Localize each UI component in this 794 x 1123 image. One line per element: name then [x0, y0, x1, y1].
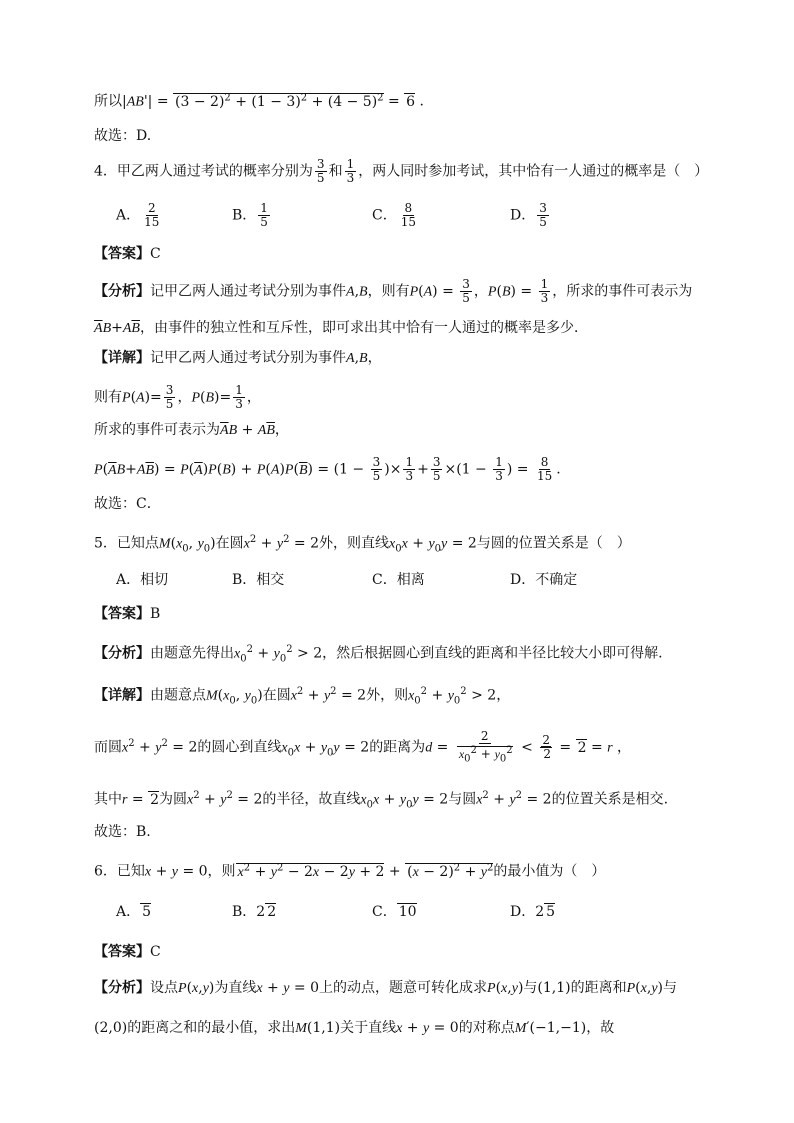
- q4-answer: 【答案】C: [94, 246, 161, 262]
- q4-option-d: D． $\frac{3}{5}$: [510, 201, 547, 229]
- q6-stem: 6．已知x + y = 0，则 $x^2 + y^2 - 2x - 2y + 2 + (x - 2)^2 + y^2$的最小值为（ ）: [94, 862, 606, 880]
- q4-conclusion: 故选：C．: [94, 496, 161, 512]
- q4-stem: 4．甲乙两人通过考试的概率分别为 $\frac{3}{5}$ 和 $\frac{1}{3}$ ，两人同时参加考试，其中恰有一人通过的概率是（ ）: [94, 157, 709, 185]
- q6-option-c: C． 10: [372, 904, 417, 920]
- q4-option-c: C． $\frac{8}{15}$: [372, 201, 416, 229]
- q4-analysis-line1: 【分析】记甲乙两人通过考试分别为事件A,B，则有P(A) = $\frac{3}{5}$ ，P(B) = $\frac{1}{3}$ ，所求的事件可表示为: [94, 277, 693, 305]
- q5-option-d: D．不确定: [510, 572, 578, 588]
- q6-analysis-line1: 【分析】设点P(x,y)为直线x + y = 0上的动点，题意可转化成求P(x,y)与(1,1)的距离和P(x,y)与: [94, 980, 677, 996]
- q4-option-b: B． $\frac{1}{5}$: [232, 201, 268, 229]
- q6-answer: 【答案】C: [94, 944, 161, 960]
- q4-analysis-line2: $\overline{A}B+A\overline{B}$，由事件的独立性和互斥性，即可求出其中恰有一人通过的概率是多少．: [94, 320, 588, 336]
- q4-detail-line2: 则有P(A)= $\frac{3}{5}$ ，P(B)= $\frac{1}{3}$ ，: [94, 383, 261, 411]
- prev-answer: 故选：D.: [94, 128, 152, 144]
- q5-conclusion: 故选：B.: [94, 824, 151, 840]
- q6-option-d: D．2 5: [510, 904, 556, 920]
- q5-detail-line2: 而圆$x^2 + y^2 = 2$的圆心到直线$x_0x + y_0y = 2$的距离为d = $\frac{2}{x_0^2 + y_0^2}$ < $\frac{2}{2}$ = 2 = r ，: [94, 729, 632, 765]
- q4-detail-line3: 所求的事件可表示为$\overline{A}B + A\overline{B}$，: [94, 422, 289, 438]
- q4-detail-line1: 【详解】记甲乙两人通过考试分别为事件A,B，: [94, 350, 382, 366]
- q5-analysis: 【分析】由题意先得出$x_0^2 + y_0^2 > 2$，然后根据圆心到直线的距离和半径比较大小即可得解.: [94, 644, 663, 665]
- q6-option-b: B．2 2: [232, 904, 277, 920]
- q5-option-b: B．相交: [232, 572, 285, 588]
- q6-option-a: A． 5: [116, 904, 152, 920]
- prev-solution-line: 所以$|AB'| = (3 - 2)^2 + (1 - 3)^2 + (4 - 5)^2 = 6$ .: [94, 92, 424, 110]
- q6-analysis-line2: (2,0)的距离之和的最小值，求出M(1,1)关于直线x + y = 0的对称点M′(−1,−1)，故: [94, 1020, 615, 1036]
- q5-detail-line3: 其中r = 2为圆$x^2 + y^2 = 2$的半径，故直线$x_0x + y_0y = 2$与圆$x^2 + y^2 = 2$的位置关系是相交.: [94, 790, 669, 811]
- q5-answer: 【答案】B: [94, 606, 161, 622]
- q5-option-a: A．相切: [116, 572, 169, 588]
- q5-detail-line1: 【详解】由题意点$M(x_0$, $y_0$)在圆$x^2 + y^2 = 2$外，则$x_0^2 + y_0^2 > 2$，: [94, 686, 511, 707]
- q4-option-a: A． $\frac{2}{15}$: [116, 201, 160, 229]
- q4-detail-line4: $P(\overline{A}B+A\overline{B}) = P(\overline{A})P(B) + P(A)P(\overline{B}) = (1$ − $\frac{3}{5}$ )× $\frac{1}{3}$ + $\frac{3}{5}$ ×(1 − $\frac{1}{3}$ ) = $\frac{8}{15}$ .: [94, 455, 561, 483]
- q5-stem: 5．已知点$M(x_0$, $y_0$)在圆$x^2 + y^2 = 2$外，则直线$x_0x + y_0y = 2$与圆的位置关系是（ ）: [94, 534, 631, 555]
- q5-option-c: C．相离: [372, 572, 425, 588]
